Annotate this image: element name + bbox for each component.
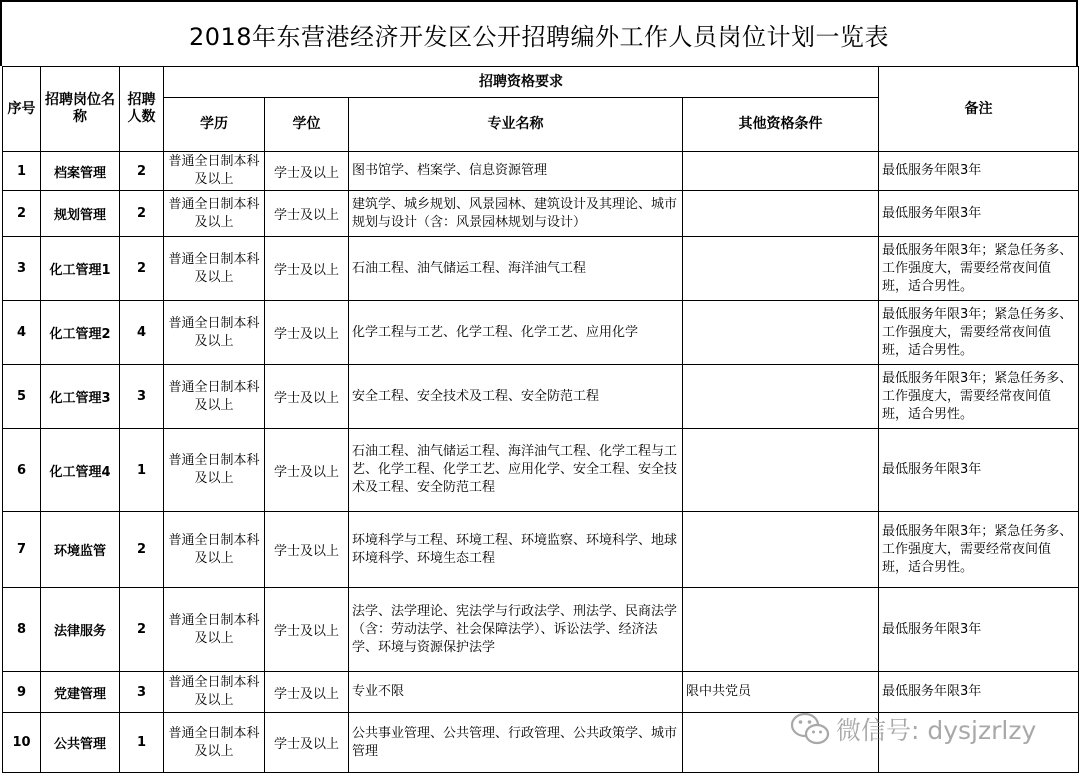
row-seq: 10 xyxy=(3,713,41,773)
row-education: 普通全日制本科及以上 xyxy=(164,713,265,773)
row-education: 普通全日制本科及以上 xyxy=(164,429,265,512)
row-major: 公共事业管理、公共管理、行政管理、公共政策学、城市管理 xyxy=(349,713,683,773)
row-other xyxy=(683,365,879,429)
row-count: 1 xyxy=(120,713,164,773)
table-row xyxy=(3,152,1079,191)
row-note: 最低服务年限3年；紧急任务多、工作强度大，需要经常夜间值班，适合男性。 xyxy=(879,512,1079,588)
row-seq: 5 xyxy=(3,365,41,429)
recruitment-table xyxy=(2,66,1079,773)
row-count: 4 xyxy=(120,301,164,365)
row-note: 最低服务年限3年；紧急任务多、工作强度大，需要经常夜间值班，适合男性。 xyxy=(879,237,1079,301)
row-education: 普通全日制本科及以上 xyxy=(164,191,265,237)
row-education: 普通全日制本科及以上 xyxy=(164,588,265,672)
header-note: 备注 xyxy=(879,67,1079,152)
row-count: 1 xyxy=(120,429,164,512)
row-count: 3 xyxy=(120,672,164,713)
row-other xyxy=(683,152,879,191)
row-note: 最低服务年限3年 xyxy=(879,672,1079,713)
table-row xyxy=(3,237,1079,301)
row-degree: 学士及以上 xyxy=(265,512,349,588)
row-major: 安全工程、安全技术及工程、安全防范工程 xyxy=(349,365,683,429)
row-degree: 学士及以上 xyxy=(265,152,349,191)
row-seq: 8 xyxy=(3,588,41,672)
row-position: 法律服务 xyxy=(41,588,120,672)
row-seq: 2 xyxy=(3,191,41,237)
header-qualification-group: 招聘资格要求 xyxy=(164,67,879,98)
header-major: 专业名称 xyxy=(349,98,683,152)
row-degree: 学士及以上 xyxy=(265,237,349,301)
row-position: 环境监管 xyxy=(41,512,120,588)
row-education: 普通全日制本科及以上 xyxy=(164,365,265,429)
row-note: 最低服务年限3年；紧急任务多、工作强度大，需要经常夜间值班，适合男性。 xyxy=(879,365,1079,429)
row-other xyxy=(683,301,879,365)
row-count: 2 xyxy=(120,588,164,672)
row-major: 图书馆学、档案学、信息资源管理 xyxy=(349,152,683,191)
row-note: 最低服务年限3年 xyxy=(879,429,1079,512)
row-major: 专业不限 xyxy=(349,672,683,713)
wechat-watermark xyxy=(790,708,1036,750)
table-row xyxy=(3,588,1079,672)
row-degree: 学士及以上 xyxy=(265,588,349,672)
row-note: 最低服务年限3年 xyxy=(879,152,1079,191)
header-other: 其他资格条件 xyxy=(683,98,879,152)
row-position: 化工管理1 xyxy=(41,237,120,301)
row-note: 最低服务年限3年 xyxy=(879,191,1079,237)
row-education: 普通全日制本科及以上 xyxy=(164,152,265,191)
row-other xyxy=(683,191,879,237)
header-position: 招聘岗位名称 xyxy=(41,67,120,152)
row-position: 档案管理 xyxy=(41,152,120,191)
row-major: 法学、法学理论、宪法学与行政法学、刑法学、民商法学（含：劳动法学、社会保障法学）、诉讼法学、经济法学、环境与资源保护法学 xyxy=(349,588,683,672)
header-degree: 学位 xyxy=(265,98,349,152)
row-degree: 学士及以上 xyxy=(265,191,349,237)
row-seq: 6 xyxy=(3,429,41,512)
watermark-text: 微信号: dysjzrlzy xyxy=(836,716,1037,745)
row-education: 普通全日制本科及以上 xyxy=(164,237,265,301)
row-position: 化工管理4 xyxy=(41,429,120,512)
page-title: 2018年东营港经济开发区公开招聘编外工作人员岗位计划一览表 xyxy=(0,0,1078,66)
row-major: 石油工程、油气储运工程、海洋油气工程 xyxy=(349,237,683,301)
row-position: 规划管理 xyxy=(41,191,120,237)
row-seq: 3 xyxy=(3,237,41,301)
row-note: 最低服务年限3年；紧急任务多、工作强度大，需要经常夜间值班，适合男性。 xyxy=(879,301,1079,365)
table-row xyxy=(3,365,1079,429)
wechat-icon xyxy=(790,712,830,746)
row-count: 2 xyxy=(120,191,164,237)
table-row xyxy=(3,301,1079,365)
row-degree: 学士及以上 xyxy=(265,301,349,365)
table-row xyxy=(3,512,1079,588)
row-note: 最低服务年限3年 xyxy=(879,588,1079,672)
row-position: 化工管理3 xyxy=(41,365,120,429)
row-count: 2 xyxy=(120,152,164,191)
table-row xyxy=(3,429,1079,512)
row-other xyxy=(683,588,879,672)
row-degree: 学士及以上 xyxy=(265,429,349,512)
row-major: 建筑学、城乡规划、风景园林、建筑设计及其理论、城市规划与设计（含：风景园林规划与设计） xyxy=(349,191,683,237)
row-major: 环境科学与工程、环境工程、环境监察、环境科学、地球环境科学、环境生态工程 xyxy=(349,512,683,588)
row-seq: 4 xyxy=(3,301,41,365)
row-degree: 学士及以上 xyxy=(265,713,349,773)
row-other: 限中共党员 xyxy=(683,672,879,713)
row-other xyxy=(683,429,879,512)
row-degree: 学士及以上 xyxy=(265,672,349,713)
row-degree: 学士及以上 xyxy=(265,365,349,429)
table-row xyxy=(3,191,1079,237)
row-count: 2 xyxy=(120,512,164,588)
row-position: 党建管理 xyxy=(41,672,120,713)
header-seq: 序号 xyxy=(3,67,41,152)
row-position: 公共管理 xyxy=(41,713,120,773)
row-education: 普通全日制本科及以上 xyxy=(164,672,265,713)
header-education: 学历 xyxy=(164,98,265,152)
row-major: 化学工程与工艺、化学工程、化学工艺、应用化学 xyxy=(349,301,683,365)
row-education: 普通全日制本科及以上 xyxy=(164,512,265,588)
row-count: 2 xyxy=(120,237,164,301)
row-other xyxy=(683,237,879,301)
row-count: 3 xyxy=(120,365,164,429)
row-seq: 9 xyxy=(3,672,41,713)
row-other xyxy=(683,512,879,588)
row-education: 普通全日制本科及以上 xyxy=(164,301,265,365)
row-position: 化工管理2 xyxy=(41,301,120,365)
row-seq: 7 xyxy=(3,512,41,588)
row-seq: 1 xyxy=(3,152,41,191)
table-row xyxy=(3,672,1079,713)
row-major: 石油工程、油气储运工程、海洋油气工程、化学工程与工艺、化学工程、化学工艺、应用化学、安全工程、安全技术及工程、安全防范工程 xyxy=(349,429,683,512)
header-count: 招聘人数 xyxy=(120,67,164,152)
